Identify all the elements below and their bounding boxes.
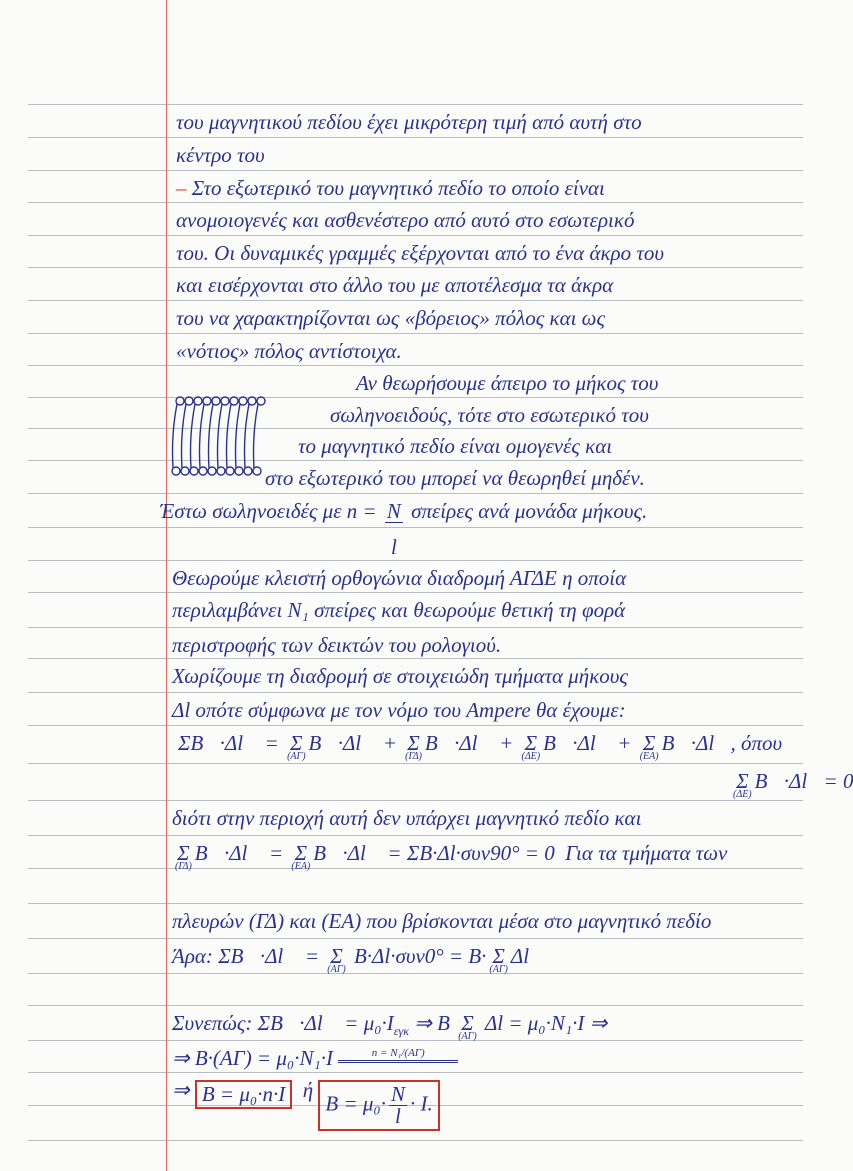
sum-subscript: (ΔΕ): [521, 751, 541, 762]
ruled-line: [28, 365, 803, 366]
sum-symbol: Σ: [524, 731, 538, 755]
ampere-sum-equation: [178, 733, 782, 762]
term: ΣB⃗·Δl⃗ =: [218, 944, 319, 968]
plus: +: [617, 731, 632, 755]
subscript: εγκ: [393, 1024, 410, 1039]
term: B·Δl·συν0° = B·: [353, 944, 487, 968]
implies-arrow: [338, 1048, 458, 1063]
ruled-line: [28, 397, 803, 398]
sum-subscript: (ΔΕ): [733, 789, 752, 800]
note-text: Για τα τμήματα των: [565, 841, 728, 865]
result-box-1: B = μ₀·n·I: [195, 1080, 292, 1109]
note-text: , όπου: [730, 731, 783, 755]
arrow-label: n = N₁/(ΑΓ): [371, 1047, 425, 1059]
result-equation: [172, 1080, 440, 1131]
sum-subscript: (ΑΓ): [489, 964, 508, 975]
note-line: περιστροφής των δεικτών του ρολογιού.: [172, 633, 502, 657]
ruled-line: [28, 428, 803, 429]
sum-symbol: Σ: [642, 731, 656, 755]
ruled-line: [28, 1072, 803, 1073]
ruled-line: [28, 560, 803, 561]
ruled-line: [28, 333, 803, 334]
term: B⃗·Δl⃗: [754, 769, 824, 793]
note-line: σωληνοειδούς, τότε στο εσωτερικό του: [330, 403, 649, 427]
sum-subscript: (ΕΑ): [639, 751, 659, 762]
term: B⃗·Δl⃗: [543, 731, 613, 755]
note-line: Χωρίζουμε τη διαδρομή σε στοιχειώδη τμήματα μήκους: [172, 664, 628, 688]
sum-term: [175, 843, 192, 872]
denominator: l: [390, 535, 397, 559]
sum-subscript: (ΓΔ): [175, 861, 192, 872]
term: B = μ₀·: [325, 1091, 386, 1116]
term: B⃗·Δl⃗: [661, 731, 731, 755]
term: B⃗·Δl⃗: [424, 731, 494, 755]
plus: +: [499, 731, 514, 755]
sum-symbol: Σ: [177, 841, 190, 865]
ruled-line: [28, 835, 803, 836]
plus: +: [382, 731, 397, 755]
ruled-line: [28, 903, 803, 904]
ruled-line: [28, 725, 803, 726]
note-line: του να χαρακτηρίζονται ως «βόρειος» πόλος και ως: [176, 306, 606, 330]
term: B⃗·Δl⃗: [194, 841, 264, 865]
note-line: περιλαμβάνει N₁ σπείρες και θεωρούμε θετική τη φορά: [172, 598, 626, 622]
sum-term: [640, 733, 659, 762]
note-line: Δl οπότε σύμφωνα με τον νόμο του Ampere θα έχουμε:: [172, 698, 626, 722]
ruled-line: [28, 627, 803, 628]
sum-term: [405, 733, 422, 762]
rhs: = 0: [823, 769, 853, 793]
note-line: το μαγνητικό πεδίο είναι ομογενές και: [298, 434, 613, 458]
zero-sum-equation: [730, 771, 853, 800]
sum-term: [291, 843, 310, 872]
sum-subscript: (ΑΓ): [287, 751, 306, 762]
note-text: σπείρες ανά μονάδα μήκους.: [411, 499, 648, 523]
sum-term: [287, 733, 305, 762]
numerator: N: [390, 1082, 405, 1106]
fraction-n: [385, 501, 403, 558]
ruled-line: [28, 592, 803, 593]
note-text: Στο εξωτερικό του μαγνητικό πεδίο το οποίο είναι: [191, 176, 605, 200]
ruled-line: [28, 202, 803, 203]
sum-term: [489, 946, 507, 975]
ruled-line: [28, 800, 803, 801]
ruled-line: [28, 658, 803, 659]
term: B⃗·Δl⃗: [190, 731, 260, 755]
equals: =: [264, 731, 279, 755]
or-text: ή: [302, 1078, 314, 1102]
consequently-equation: [172, 1013, 607, 1042]
sum-term: [733, 771, 752, 800]
term: B⃗·Δl⃗: [308, 731, 378, 755]
margin-line: [166, 0, 167, 1171]
ruled-line: [28, 493, 803, 494]
sum-term: [327, 946, 345, 975]
sum-term: [521, 733, 540, 762]
note-line: πλευρών (ΓΔ) και (ΕΑ) που βρίσκονται μέσα στο μαγνητικό πεδίο: [172, 909, 712, 933]
note-line: Θεωρούμε κλειστή ορθογώνια διαδρομή ΑΓΔΕ η οποία: [172, 566, 627, 590]
ruled-line: [28, 1005, 803, 1006]
sum-subscript: (ΓΔ): [405, 751, 422, 762]
sum-symbol: Σ: [178, 731, 191, 755]
sum-symbol: Σ: [461, 1011, 474, 1035]
bullet-dash: –: [176, 176, 187, 200]
term: ⇒ B: [414, 1011, 450, 1035]
term: = ΣB·Δl·συν90° = 0: [387, 841, 555, 865]
note-line: ανομοιογενές και ασθενέστερο από αυτό στο εσωτερικό: [176, 208, 635, 232]
ruled-line: [28, 170, 803, 171]
note-line: και εισέρχονται στο άλλο του με αποτέλεσμα τα άκρα: [176, 273, 614, 297]
note-line: στο εξωτερικό του μπορεί να θεωρηθεί μηδέν.: [265, 466, 645, 490]
note-line: Αν θεωρήσουμε άπειρο το μήκος του: [356, 371, 659, 395]
term: · I.: [409, 1091, 433, 1116]
double-arrow-icon: [338, 1060, 458, 1063]
note-line: διότι στην περιοχή αυτή δεν υπάρχει μαγνητικό πεδίο και: [172, 806, 642, 830]
solenoid-sketch: [172, 395, 282, 480]
ruled-line: [28, 235, 803, 236]
zero-sides-equation: [172, 843, 727, 872]
ruled-line: [28, 300, 803, 301]
label: Συνεπώς:: [172, 1011, 253, 1035]
sum-symbol: Σ: [492, 944, 505, 968]
solenoid-definition: [160, 501, 647, 558]
term: Δl: [510, 944, 530, 968]
term: ⇒ B·(ΑΓ) = μ₀·N₁·I: [172, 1046, 333, 1070]
ruled-line: [28, 938, 803, 939]
note-line-bullet: [176, 178, 605, 199]
substitution-equation: [172, 1048, 458, 1069]
fraction: [389, 1084, 407, 1127]
denominator: l: [395, 1104, 401, 1128]
ruled-line: [28, 1140, 803, 1141]
ruled-line: [28, 267, 803, 268]
equals: =: [268, 841, 284, 865]
ruled-line: [28, 763, 803, 764]
sum-subscript: (ΑΓ): [327, 964, 346, 975]
term: ΣB⃗·Δl⃗ = μ₀·I: [257, 1011, 394, 1035]
ruled-line: [28, 460, 803, 461]
ruled-line: [28, 104, 803, 105]
numerator: N: [386, 499, 401, 523]
implies: ⇒: [172, 1078, 190, 1102]
label: Άρα:: [172, 944, 213, 968]
note-line: «νότιος» πόλος αντίστοιχα.: [176, 339, 402, 363]
ruled-line: [28, 137, 803, 138]
note-line: κέντρο του: [176, 143, 265, 167]
therefore-equation: [172, 946, 529, 975]
sum-subscript: (ΕΑ): [291, 861, 311, 872]
sum-symbol: Σ: [290, 731, 303, 755]
term: Δl = μ₀·N₁·I ⇒: [484, 1011, 608, 1035]
sum-subscript: (ΑΓ): [458, 1031, 477, 1042]
sum-symbol: Σ: [736, 769, 749, 793]
note-line: του. Οι δυναμικές γραμμές εξέρχονται από το ένα άκρο του: [176, 241, 665, 265]
sum-symbol: Σ: [330, 944, 343, 968]
sum-term: [458, 1013, 476, 1042]
note-text: Έστω σωληνοειδές με n =: [160, 499, 377, 523]
sum-symbol: Σ: [407, 731, 420, 755]
result-box-2: [318, 1080, 439, 1131]
term: B⃗·Δl⃗: [313, 841, 383, 865]
ruled-line: [28, 692, 803, 693]
sum-symbol: Σ: [294, 841, 308, 865]
note-line: του μαγνητικού πεδίου έχει μικρότερη τιμή από αυτή στο: [176, 110, 642, 134]
